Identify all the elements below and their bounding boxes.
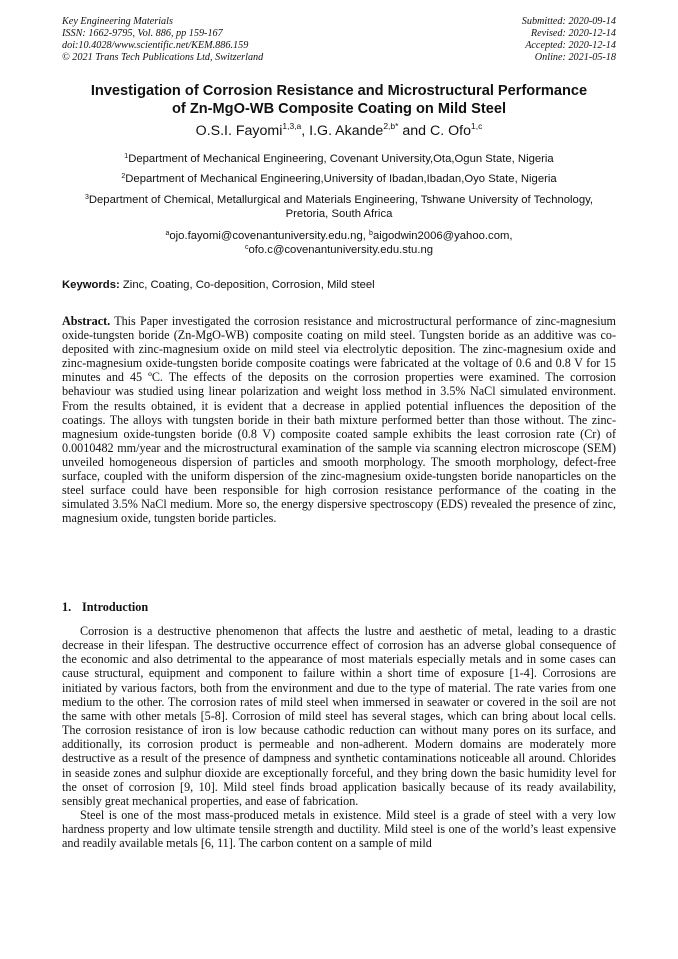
title-line-2: of Zn-MgO-WB Composite Coating on Mild Steel [172, 101, 506, 117]
submitted-date: Submitted: 2020-09-14 [521, 16, 616, 27]
email-a[interactable]: ojo.fayomi@covenantuniversity.edu.ng, [169, 230, 370, 242]
author-2-affil: 2,b* [383, 121, 399, 131]
paragraph-2: Steel is one of the most mass-produced metals in existence. Mild steel is a grade of steel with a very low hardness property and low ultimate tensile strength and ductility. Mild steel is one of the world’s least expensive and readily available metals [6, 11]. The carbon content on a sample of mild [62, 808, 616, 851]
affiliation-2-num: 2 [121, 173, 126, 180]
email-c-marker: c [244, 244, 249, 251]
author-2: , I.G. Akande [301, 123, 384, 139]
affiliation-3 [70, 193, 608, 221]
author-3: and C. Ofo [398, 123, 471, 139]
affiliation-1-num: 1 [124, 153, 129, 160]
affiliation-1-text: Department of Mechanical Engineering, Covenant University,Ota,Ogun State, Nigeria [128, 153, 554, 165]
email-a-marker: a [165, 230, 170, 237]
paper-title [62, 82, 616, 118]
keywords-label: Keywords: [62, 279, 120, 291]
journal-header [62, 16, 616, 64]
title-line-1: Investigation of Corrosion Resistance and Microstructural Performance [90, 83, 588, 99]
affiliation-2 [70, 172, 608, 186]
section-number: 1. [62, 600, 72, 614]
journal-info [62, 16, 263, 64]
paragraph-1: Corrosion is a destructive phenomenon that affects the lustre and aesthetic of metal, leading to a drastic decrease in their lifespan. The destructive occurrence effect of corrosion has an adverse global consequence of the economic and also detrimental to the appearance of most materials especially metals and in some cases can cause structural, equipment and component to failure within a short time of exposure [1-4]. Corrosions are initiated by various factors, both from the environment and due to the type of material. The rate varies from one medium to the other. The corrosion rates of mild steel when immersed in seawater or covered in the soil are not the same with other metals [5-8]. Corrosion of mild steel has several stages, which can bring about local cells. The corrosion resistance of iron is low because cathodic reduction can without many pores on its surface, and additionally, its corrosion product is permeable and non-adherent. Modern domains are moderately more destructive as a result of the presence of dampness and synthetic contaminations noticeable all around. Chlorides in seaside zones and sulphur dioxide are exceptionally forceful, and they bring down the basic humidity level for the onset of corrosion [9, 10]. Mild steel finds broad application basically because of its ready availability, sensibly great mechanical properties, and ease of fabrication. [62, 624, 616, 808]
author-1-affil: 1,3,a [282, 121, 302, 131]
author-3-affil: 1,c [471, 121, 483, 131]
submission-dates [522, 16, 616, 64]
accepted-date: Accepted: 2020-12-14 [525, 40, 616, 51]
affiliation-3-text: Department of Chemical, Metallurgical and Materials Engineering, Tshwane University of Technology, Pretoria, South Africa [88, 194, 594, 220]
journal-name: Key Engineering Materials [62, 16, 173, 27]
keywords-text: Zinc, Coating, Co-deposition, Corrosion, Mild steel [119, 279, 375, 291]
abstract-label: Abstract. [62, 314, 111, 328]
doi-line: doi:10.4028/www.scientific.net/KEM.886.159 [62, 40, 249, 51]
abstract [62, 314, 616, 525]
email-b-marker: b [369, 230, 373, 237]
affiliation-3-num: 3 [84, 194, 89, 201]
author-1: O.S.I. Fayomi [195, 123, 283, 139]
abstract-text: This Paper investigated the corrosion resistance and microstructural performance of zinc-magnesium oxide-tungsten boride (Zn-MgO-WB) composite coating on mild steel. Tungsten boride as an additive was co-deposited with zinc-magnesium oxide on mild steel via electrolytic deposition. The zinc-magnesium oxide and zinc-magnesium oxide-tungsten boride composite coatings were fabricated at the voltage of 0.6 and 0.8 V for 15 minutes and 45 ºC. The effects of the deposits on the corrosion properties were examined. The corrosion behaviour was studied using linear polarization and weight loss method in 3.5% NaCl simulated environment. From the results obtained, it is evident that a decrease in applied potential influences the deposition of the coatings. The alloys with tungsten boride in their bath mixture performed better than those without. The zinc-magnesium oxide-tungsten boride (0.8 V) composite coated sample exhibits the least corrosion rate (Cr) of 0.0010482 mm/year and the microstructural examination of the sample via scanning electron microscope (SEM) unveiled homogeneous dispersion of particles and smooth morphology. The smooth morphology, defect-free surface, coupled with the uniform dispersion of the zinc-magnesium oxide-tungsten boride nanoparticles on the steel surface could have been responsible for high corrosion resistance performance of the coating in the simulated 3.5% NaCl medium. More so, the energy dispersive spectroscopy (EDS) revealed the presence of zinc, magnesium oxide, tungsten boride particles. [62, 314, 616, 526]
section-title: Introduction [82, 600, 149, 614]
section-heading-introduction [62, 600, 148, 614]
keywords [62, 278, 616, 292]
author-list [62, 122, 616, 140]
email-b[interactable]: aigodwin2006@yahoo.com, [372, 230, 513, 242]
author-emails [120, 229, 558, 257]
affiliation-2-text: Department of Mechanical Engineering,University of Ibadan,Ibadan,Oyo State, Nigeria [125, 173, 557, 185]
copyright-line: © 2021 Trans Tech Publications Ltd, Switzerland [62, 52, 264, 63]
issn-line: ISSN: 1662-9795, Vol. 886, pp 159-167 [62, 28, 223, 39]
revised-date: Revised: 2020-12-14 [530, 28, 616, 39]
introduction-body [62, 624, 616, 851]
email-c[interactable]: ofo.c@covenantuniversity.edu.stu.ng [248, 244, 434, 256]
online-date: Online: 2021-05-18 [534, 52, 616, 63]
affiliation-1 [70, 152, 608, 166]
